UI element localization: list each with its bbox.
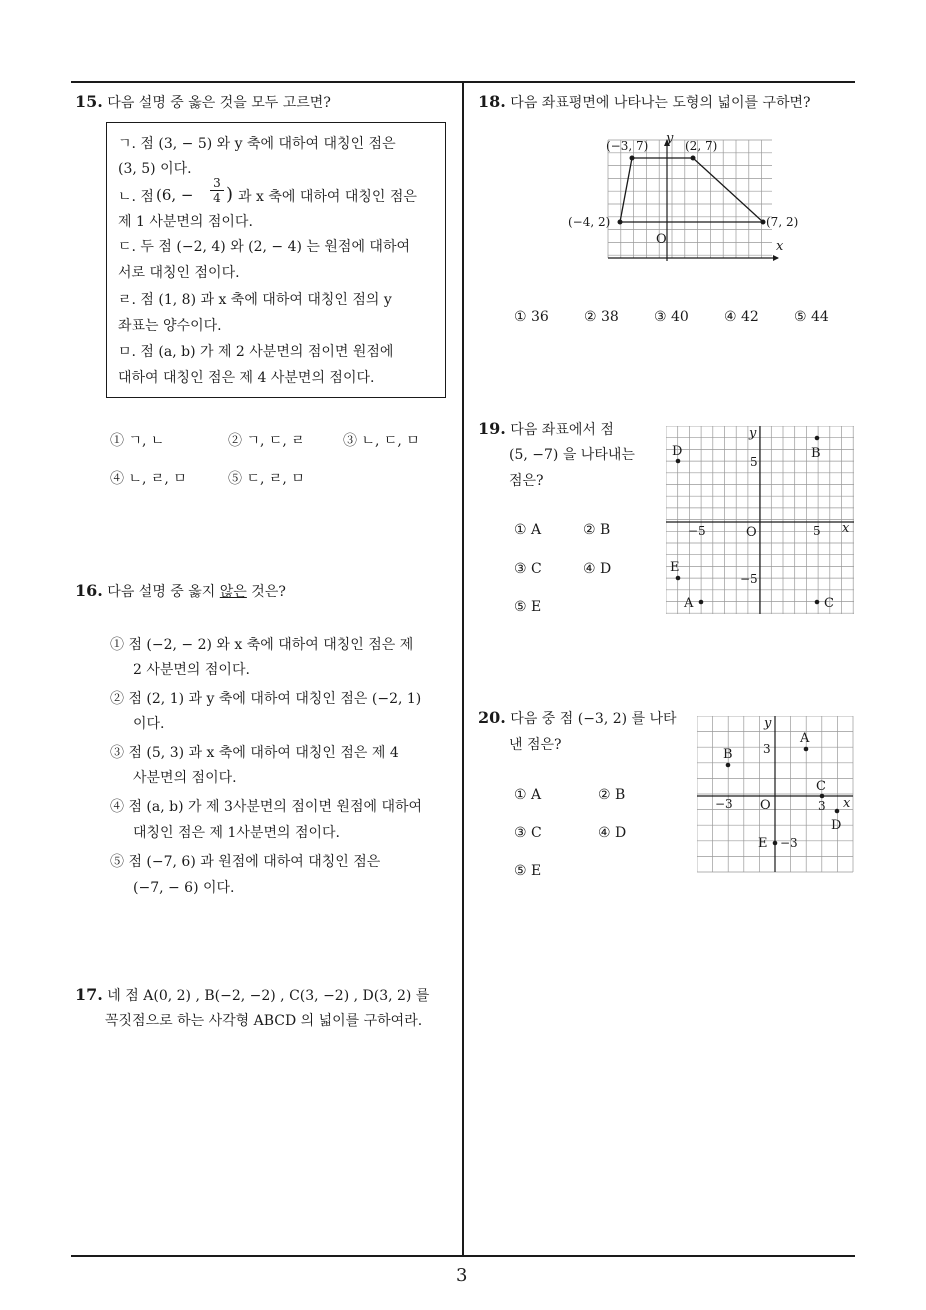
q19-origin-label: O: [746, 525, 757, 540]
q15-stmt-d-1: ㄷ. 두 점 (−2, 4) 와 (2, − 4) 는 원점에 대하여: [118, 239, 411, 255]
q19-y-label: y: [749, 426, 757, 441]
q19-point-B: B: [811, 446, 821, 461]
q15-number: 15.: [75, 92, 103, 111]
q19-point-A: A: [684, 596, 694, 611]
q15-header: [75, 93, 331, 112]
page-number: 3: [456, 1265, 468, 1286]
q20-tick-3: 3: [763, 742, 771, 756]
q18-origin-label: O: [656, 232, 667, 247]
q18-label-p1: (−3, 7): [606, 139, 649, 153]
q20-point-C: C: [816, 779, 826, 794]
q19-choice-1[interactable]: ① A: [514, 522, 542, 538]
q15-choice-5[interactable]: ⑤ ㄷ, ㄹ, ㅁ: [228, 471, 305, 487]
q19-choice-4[interactable]: ④ D: [583, 561, 612, 577]
q20-choice-4[interactable]: ④ D: [598, 825, 627, 841]
q20-origin-label: O: [760, 798, 771, 813]
q15-stmt-n-2: 제 1 사분면의 점이다.: [118, 214, 253, 230]
q20-x-label: x: [843, 796, 851, 811]
q15-choice-1[interactable]: ① ㄱ, ㄴ: [110, 433, 165, 449]
q18-choice-3[interactable]: ③ 40: [654, 309, 689, 325]
q19-line-2: (5, −7) 을 나타내는: [509, 447, 635, 463]
q15-stmt-m-1: ㅁ. 점 (a, b) 가 제 2 사분면의 점이면 원점에: [118, 344, 394, 360]
q15-stem: 다음 설명 중 옳은 것을 모두 고르면?: [107, 95, 331, 111]
q19-point-E: E: [670, 560, 680, 575]
q15-stmt-g-1: ㄱ. 점 (3, − 5) 와 y 축에 대하여 대칭인 점은: [118, 136, 396, 152]
q16-header: 16. 다음 설명 중 옳지 않은 것은?: [75, 581, 286, 600]
q20-tick-m3x: −3: [715, 797, 733, 811]
q20-line-2: 낸 점은?: [509, 737, 562, 753]
q20-choice-3[interactable]: ③ C: [514, 825, 542, 841]
q19-point-D: D: [672, 444, 683, 459]
q16-choice-4[interactable]: ④ 점 (a, b) 가 제 3사분면의 점이면 원점에 대하여: [110, 799, 423, 815]
q19-number: 19.: [478, 419, 506, 438]
q16-choice-5-cont: (−7, − 6) 이다.: [133, 880, 235, 896]
q20-coordinate-plane: [697, 716, 855, 874]
q16-choice-5[interactable]: ⑤ 점 (−7, 6) 과 원점에 대하여 대칭인 점은: [110, 854, 381, 870]
q18-number: 18.: [478, 92, 506, 111]
q19-x-label: x: [842, 521, 850, 536]
q16-choice-2-cont: 이다.: [133, 716, 165, 732]
q15-stmt-g-2: (3, 5) 이다.: [118, 161, 192, 177]
q19-tick-m5x: −5: [688, 524, 706, 538]
q17-number: 17.: [75, 985, 103, 1004]
q18-label-p3: (−4, 2): [568, 215, 611, 229]
q16-choice-1[interactable]: ① 점 (−2, − 2) 와 x 축에 대하여 대칭인 점은 제: [110, 637, 414, 653]
q20-point-D: D: [831, 818, 842, 833]
q19-coordinate-plane: [666, 426, 856, 614]
q19-point-C: C: [824, 596, 834, 611]
q16-choice-1-cont: 2 사분면의 점이다.: [133, 662, 250, 678]
q16-choice-2[interactable]: ② 점 (2, 1) 과 y 축에 대하여 대칭인 점은 (−2, 1): [110, 691, 422, 707]
q20-y-label: y: [764, 716, 772, 731]
q20-tick-m3: −3: [780, 836, 798, 850]
q19-tick-m5: −5: [740, 572, 758, 586]
q20-choice-2[interactable]: ② B: [598, 787, 626, 803]
q16-number: 16.: [75, 581, 103, 600]
q16-choice-3-cont: 사분면의 점이다.: [133, 770, 237, 786]
q19-choice-3[interactable]: ③ C: [514, 561, 542, 577]
q18-choice-1[interactable]: ① 36: [514, 309, 549, 325]
q18-x-label: x: [776, 239, 784, 254]
q18-coordinate-plane: [560, 128, 880, 268]
fraction: 3 4: [210, 176, 224, 205]
q19-tick-5x: 5: [813, 524, 821, 538]
bottom-rule: [71, 1255, 855, 1257]
q20-point-A: A: [800, 731, 810, 746]
q18-label-p4: (7, 2): [766, 215, 799, 229]
q19-line-1: 19. 다음 좌표에서 점: [478, 419, 614, 438]
q17-line-2: 꼭짓점으로 하는 사각형 ABCD 의 넓이를 구하여라.: [105, 1013, 423, 1029]
q15-stmt-r-2: 좌표는 양수이다.: [118, 318, 222, 334]
q20-point-B: B: [723, 747, 733, 762]
q20-line-1: 20. 다음 중 점 (−3, 2) 를 나타: [478, 708, 677, 727]
q18-label-p2: (2, 7): [685, 139, 718, 153]
q19-choice-2[interactable]: ② B: [583, 522, 611, 538]
q15-choice-3[interactable]: ③ ㄴ, ㄷ, ㅁ: [343, 433, 420, 449]
q20-choice-1[interactable]: ① A: [514, 787, 542, 803]
q19-choice-5[interactable]: ⑤ E: [514, 599, 542, 615]
q18-header: [478, 93, 811, 112]
q18-choice-5[interactable]: ⑤ 44: [794, 309, 829, 325]
q15-stmt-m-2: 대하여 대칭인 점은 제 4 사분면의 점이다.: [118, 370, 375, 386]
q18-choice-4[interactable]: ④ 42: [724, 309, 759, 325]
q20-choice-5[interactable]: ⑤ E: [514, 863, 542, 879]
q20-number: 20.: [478, 708, 506, 727]
q15-stmt-d-2: 서로 대칭인 점이다.: [118, 265, 240, 281]
q18-stem: 다음 좌표평면에 나타나는 도형의 넓이를 구하면?: [510, 95, 811, 111]
q16-emphasis: 않은: [219, 584, 247, 600]
q19-tick-5: 5: [750, 455, 758, 469]
column-divider: [462, 81, 464, 1256]
q17-line-1: 17. 네 점 A(0, 2) , B(−2, −2) , C(3, −2) , D(3, 2) 를: [75, 985, 430, 1004]
q20-tick-3x: 3: [818, 799, 826, 813]
q16-choice-4-cont: 대칭인 점은 제 1사분면의 점이다.: [133, 825, 340, 841]
q15-choice-4[interactable]: ④ ㄴ, ㄹ, ㅁ: [110, 471, 187, 487]
q20-point-E: E: [758, 836, 768, 851]
q19-line-3: 점은?: [509, 473, 544, 489]
q16-choice-3[interactable]: ③ 점 (5, 3) 과 x 축에 대하여 대칭인 점은 제 4: [110, 745, 399, 761]
q18-y-label: y: [666, 131, 674, 146]
q15-choice-2[interactable]: ② ㄱ, ㄷ, ㄹ: [228, 433, 305, 449]
q15-stmt-r-1: ㄹ. 점 (1, 8) 과 x 축에 대하여 대칭인 점의 y: [118, 292, 392, 308]
q18-choice-2[interactable]: ② 38: [584, 309, 619, 325]
